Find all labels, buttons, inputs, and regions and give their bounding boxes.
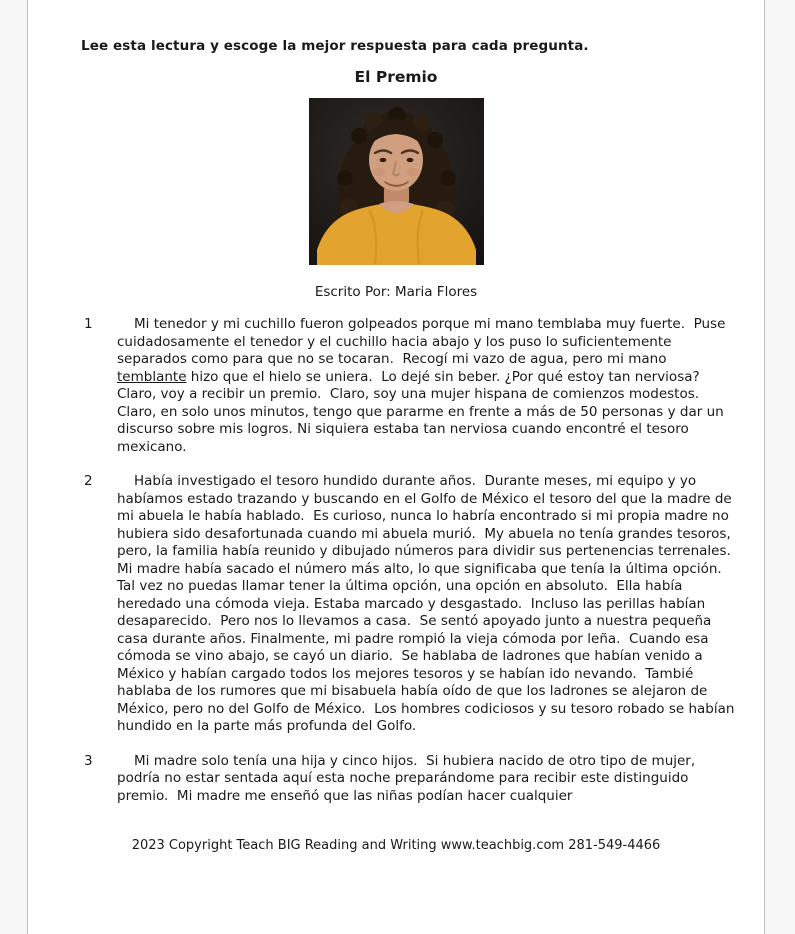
paragraph-number: 3 — [84, 752, 93, 769]
reading-passage — [29, 316, 763, 805]
paragraph-text: Mi madre solo tenía una hija y cinco hijos. Si hubiera nacido de otro tipo de mujer, podría no estar sentada aquí esta noche preparándome para recibir este distinguido premio. Mi madre me enseñó que las niñas podían hacer cualquier — [117, 752, 700, 804]
paragraph-text: Había investigado el tesoro hundido durante años. Durante meses, mi equipo y yo habíamos estado trazando y buscando en el Golfo de México el tesoro del que la madre de mi abuela le había hablado. Es curioso, nunca lo habría encontrado si mi propia madre no hubiera sido desafortunada cuando mi abuela murió. My abuela no tenía grandes tesoros, pero, la familia había reunido y dibujado números para dividir sus pertenencias terrenales. Mi madre había sacado el número más alto, lo que significaba que tenía la última opción. Tal vez no puedas llamar tener la última opción, una opción en absoluto. Ella había heredado una cómoda vieja. Estaba marcado y desgastado. Incluso las perillas habían desaparecido. Pero nos lo llevamos a casa. Se sentó apoyado junto a nuestra pequeña casa durante años. Finalmente, mi padre rompió la vieja cómoda por leña. Cuando esa cómoda se vino abajo, se cayó un diario. Se hablaba de ladrones que habían venido a México y habían cargado todos los mejores tesoros y se habían ido nevando. Tambié hablaba de los rumores que mi bisabuela había oído de que los ladrones se alejaron de México, pero no del Golfo de México. Los hombres codiciosos y su tesoro robado se habían hundido en la parte más profunda del Golfo. — [117, 473, 740, 734]
paragraph-text — [117, 316, 740, 456]
instruction-text: Lee esta lectura y escoge la mejor respuesta para cada pregunta. — [81, 38, 589, 54]
paragraph-number: 1 — [84, 316, 93, 332]
paragraph-text-segment: Mi tenedor y mi cuchillo fueron golpeados porque mi mano temblaba muy fuerte. Puse cuidadosamente el tenedor y el cuchillo hacia abajo y los puso lo suficientemente separados como para que no se tocaran. Recogí mi vazo de agua, pero mi mano — [117, 316, 730, 367]
paragraph-text-segment: hizo que el hielo se uniera. Lo dejé sin beber. ¿Por qué estoy tan nerviosa? Claro, voy a recibir un premio. Claro, soy una mujer hispana de comienzos modestos. Claro, en solo unos minutos, tengo que pararme en frente a más de 50 personas y dar un discurso sobre mis logros. Ni siquiera estaba tan nerviosa cuando encontré el tesoro mexicano. — [117, 368, 728, 455]
author-photo — [29, 98, 763, 265]
underlined-word: temblante — [117, 368, 187, 385]
paragraph — [29, 753, 763, 806]
copyright-footer: 2023 Copyright Teach BIG Reading and Writing www.teachbig.com 281-549-4466 — [131, 838, 661, 853]
left-page-gutter — [0, 0, 28, 934]
paragraph-number: 2 — [84, 473, 93, 489]
portrait-photo-illustration — [309, 98, 484, 265]
paragraph — [29, 473, 763, 736]
paragraph — [29, 316, 763, 456]
document-page — [29, 0, 763, 873]
byline: Escrito Por: Maria Flores — [314, 284, 478, 300]
page-title: El Premio — [354, 68, 438, 86]
right-page-gutter — [764, 0, 795, 934]
